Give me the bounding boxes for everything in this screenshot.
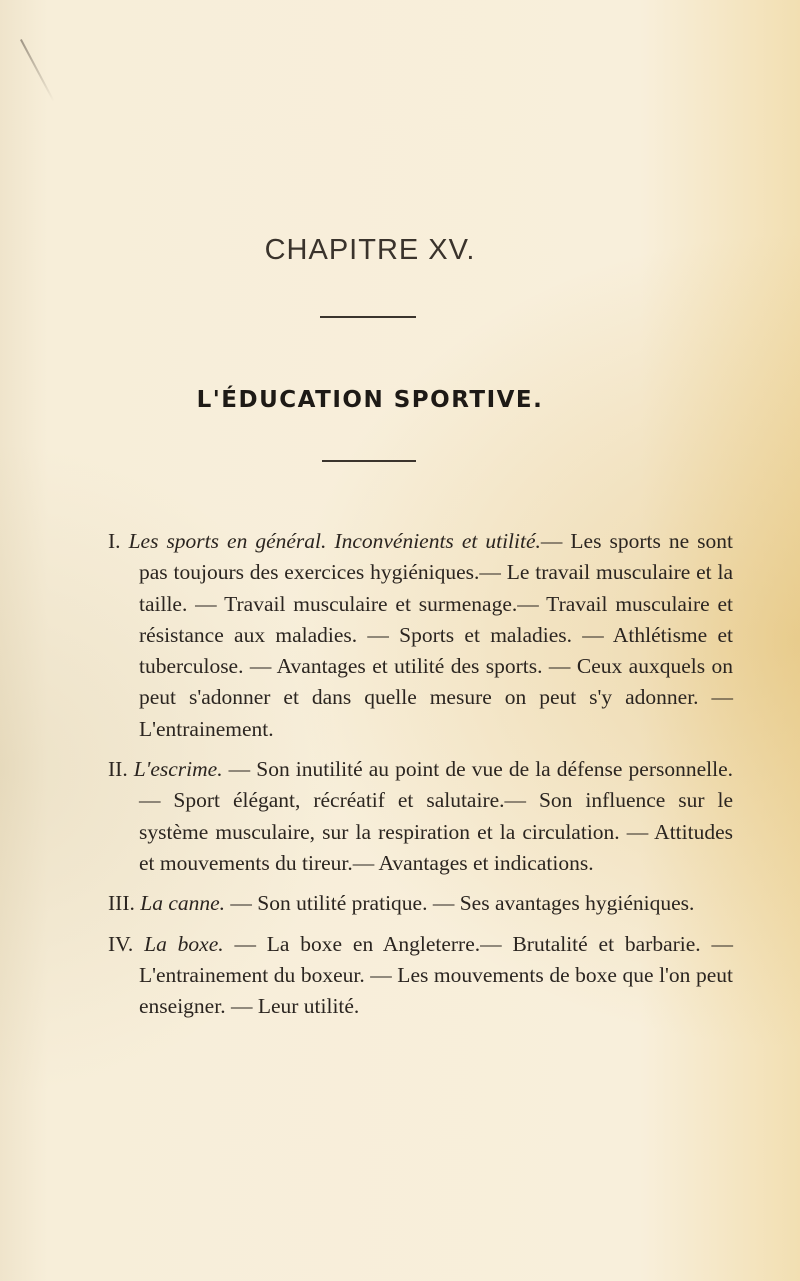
summary-entry-1 [108, 526, 733, 745]
summary-entry-3 [108, 888, 733, 919]
entry-numeral: III. [108, 891, 135, 916]
entry-text: — Son inutilité au point de vue de la défense personnelle.— Sport élégant, récréatif et salutaire.— Son influence sur le système musculaire, sur la respiration et la circulation. — Attitudes et mouvements du tireur.— Avantages et indications. [139, 757, 734, 875]
entry-numeral: II. [108, 757, 128, 782]
chapter-title: CHAPITRE XV. [264, 234, 476, 266]
entry-heading: L'escrime. [133, 757, 223, 782]
margin-pencil-mark [20, 39, 55, 102]
divider-rule-top [320, 316, 416, 318]
entry-numeral: I. [108, 529, 121, 553]
entry-numeral: IV. [108, 931, 134, 956]
summary-entry-2 [108, 754, 733, 879]
entry-heading: Les sports en général. Inconvénients et utilité. [128, 529, 541, 553]
entry-text: — Les sports ne sont pas toujours des exercices hygiéniques.— Le travail musculaire et la taille. — Travail musculaire et surmenage.— Travail musculaire et résistance aux maladies. — Sports et maladies. — Athlétisme et tuberculose. — Avantages et utilité des sports. — Ceux auxquels on peut s'adonner et dans quelle mesure on peut s'y adonner. — L'entrainement. [139, 529, 733, 741]
divider-rule-bottom [322, 460, 416, 462]
entry-heading: La boxe. [144, 931, 224, 956]
section-title: L'ÉDUCATION SPORTIVE. [196, 387, 544, 413]
summary-entry-4 [108, 929, 733, 1023]
entry-heading: La canne. [140, 891, 226, 916]
entry-text: — La boxe en Angleterre.— Brutalité et barbarie. — L'entrainement du boxeur. — Les mouvements de boxe que l'on peut enseigner. — Leur utilité. [139, 931, 733, 1019]
entry-text: — Son utilité pratique. — Ses avantages hygiéniques. [230, 891, 695, 916]
chapter-summary [108, 526, 733, 1031]
